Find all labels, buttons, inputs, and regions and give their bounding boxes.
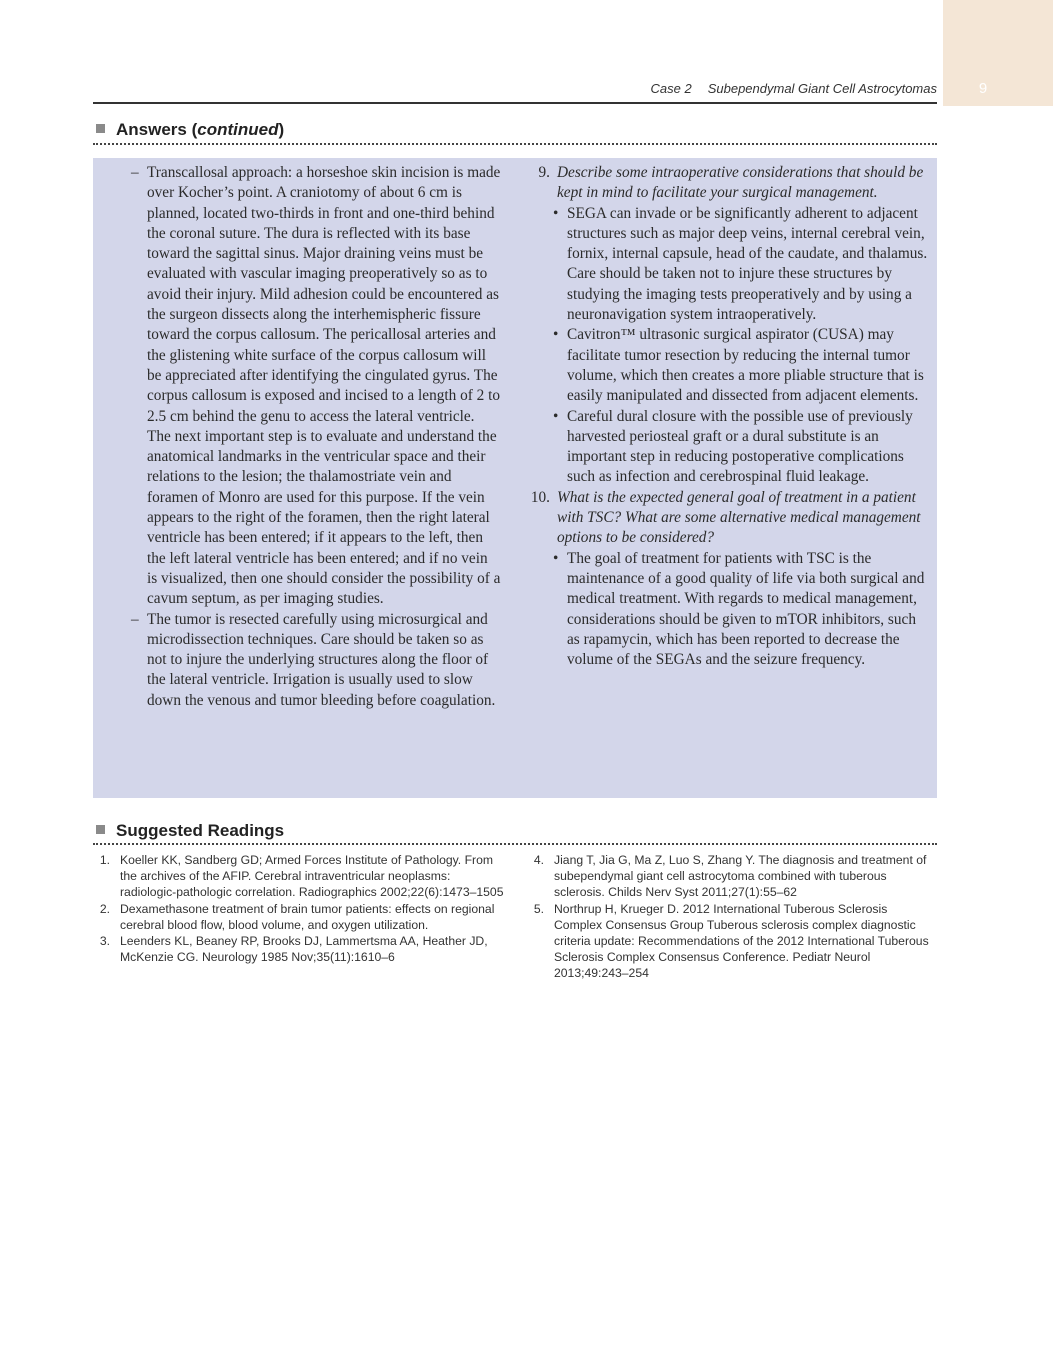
answers-dotted-rule xyxy=(93,143,937,145)
list-item: • Cavitron™ ultrasonic surgical aspirator (CUSA) may facilitate tumor resection by reducing the internal tumor volume, which then creates a more pliable structure that is easily manipulated and dissected from adjacent elements. xyxy=(553,326,924,405)
reference-item: 2. Dexamethasone treatment of brain tumor patients: effects on regional cerebral blood flow, blood volume, and oxygen utilization. xyxy=(99,901,495,932)
bullet-icon: • xyxy=(553,407,559,425)
list-item: – Transcallosal approach: a horseshoe skin incision is made over Kocher’s point. A craniotomy of about 6 cm is planned, located two-thirds in front and one-third behind the coronal suture. The dura is reflected with its base toward the sagittal sinus. Major draining veins must be evaluated with vascular imaging preoperatively so as to avoid their injury. Mild adhesion could be encountered as the surgeon dissects along the interhemispheric fissure toward the corpus callosum. The pericallosal arteries and the glistening white surface of the corpus callosum will be appreciated after identifying the cingulated gyrus. The corpus callosum is exposed and incised to a length of 2 to 2.5 cm behind the genu to access the lateral ventricle. The next important step is to evaluate and understand the anatomical landmarks in the ventricular space and their relations to the lesion; the thalamostriate vein and foramen of Monro are used for this purpose. If the vein appears to the right of the foramen, then the right lateral ventricle has been entered; if it appears to the left, then the left lateral ventricle has been entered; and if no vein is visualized, then one should consider the possibility of a cavum septum, as per imaging studies. xyxy=(131,164,501,608)
list-item: • The goal of treatment for patients with TSC is the maintenance of a good quality of life via both surgical and medical treatment. With regards to medical management, considerations should be given to mTOR inhibitors, such as rapamycin, which has been reported to decrease the volume of the SEGAs and the seizure frequency. xyxy=(553,549,925,669)
answers-left-column xyxy=(131,163,501,711)
readings-dotted-rule xyxy=(93,843,937,845)
reference-item: 3. Leenders KL, Beaney RP, Brooks DJ, Lammertsma AA, Heather JD, McKenzie CG. Neurology 1985 Nov;35(11):1610–6 xyxy=(99,934,488,965)
section-square-icon xyxy=(96,825,105,834)
answers-heading: Answers (continued) xyxy=(96,120,284,140)
running-head xyxy=(651,81,938,96)
readings-right-column xyxy=(527,852,937,982)
reference-item: 1. Koeller KK, Sandberg GD; Armed Forces Institute of Pathology. From the archives of the AFIP. Cerebral intraventricular neoplasms: radiologic-pathologic correlation. Radiographics 2002;22(6):1473–1505 xyxy=(99,853,504,900)
list-item: – The tumor is resected carefully using microsurgical and microdissection techniques. Care should be taken so as not to injure the underlying structures along the floor of the lateral ventricle. Irrigation is usually used to slow down the venous and tumor bleeding before coagulation. xyxy=(131,610,496,709)
bullet-icon: • xyxy=(553,204,559,222)
chapter-title: Subependymal Giant Cell Astrocytomas xyxy=(707,81,937,96)
question-10: 10. What is the expected general goal of treatment in a patient with TSC? What are some alternative medical management options to be considered? xyxy=(530,488,921,547)
case-label: Case 2 xyxy=(650,81,692,96)
reference-item: 4. Jiang T, Jia G, Ma Z, Luo S, Zhang Y. The diagnosis and treatment of subependymal giant cell astrocytoma combined with tuberous sclerosis. Childs Nerv Syst 2011;27(1):55–62 xyxy=(533,853,927,900)
suggested-readings-heading: Suggested Readings xyxy=(96,821,284,841)
bullet-icon: • xyxy=(553,549,559,567)
page-number: 9 xyxy=(978,80,988,97)
question-9: 9. Describe some intraoperative considerations that should be kept in mind to facilitate your surgical management. xyxy=(538,164,924,202)
list-item: • Careful dural closure with the possible use of previously harvested periosteal graft or a dural substitute is an important step in reducing postoperative complications such as infection and cerebrospinal fluid leakage. xyxy=(553,407,913,486)
list-item: • SEGA can invade or be significantly adherent to adjacent structures such as major deep veins, internal cerebral vein, fornix, internal capsule, head of the caudate, and thalamus. Care should be taken not to injure these structures by studying the imaging tests preoperatively and by using a neuronavigation system intraoperatively. xyxy=(553,204,928,324)
answers-right-column xyxy=(522,163,932,670)
section-square-icon xyxy=(96,124,105,133)
header-rule xyxy=(93,102,937,104)
bullet-icon: • xyxy=(553,326,559,344)
readings-left-column xyxy=(93,852,505,965)
reference-item: 5. Northrup H, Krueger D. 2012 International Tuberous Sclerosis Complex Consensus Group Tuberous sclerosis complex diagnostic criteria update: Recommendations of the 2012 International Tuberous Sclerosis Complex Consensus Conference. Pediatr Neurol 2013;49:243–254 xyxy=(533,901,929,981)
